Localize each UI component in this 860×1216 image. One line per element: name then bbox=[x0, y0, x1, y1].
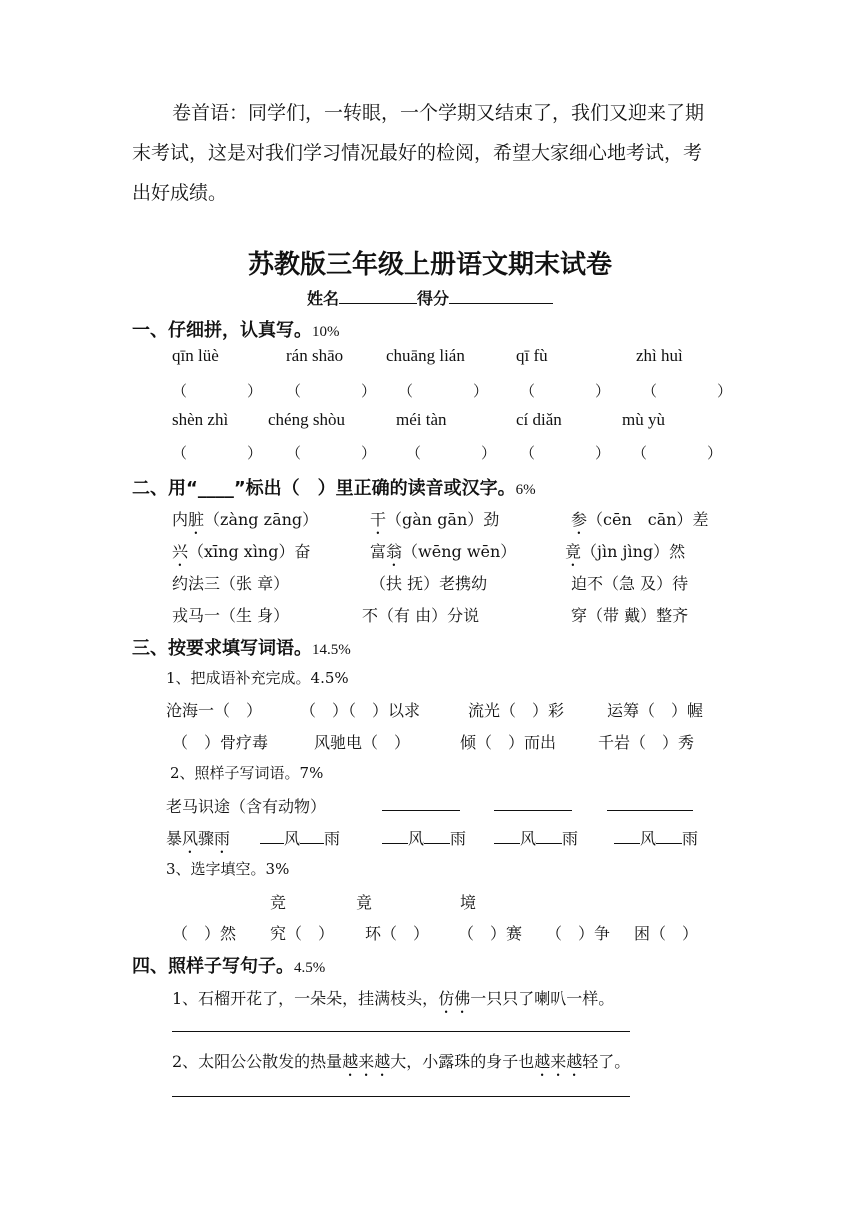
fill-blank[interactable]: 环（ ） bbox=[365, 924, 430, 943]
character-choice[interactable]: （扶 抚）老携幼 bbox=[370, 574, 488, 593]
fill-blank[interactable]: （ ）争 bbox=[546, 924, 611, 943]
section-2-title: 二、用“____”标出（ ）里正确的读音或汉字。 bbox=[132, 478, 516, 499]
pinyin-4: qī fù bbox=[516, 346, 548, 365]
pinyin-5: zhì huì bbox=[636, 346, 683, 365]
character-choice[interactable]: 戎马一（生 身） bbox=[172, 606, 290, 625]
answer-paren[interactable]: （ ） bbox=[406, 444, 497, 462]
intro-line-1: 卷首语：同学们，一转眼，一个学期又结束了，我们又迎来了期 bbox=[172, 102, 705, 124]
name-blank[interactable] bbox=[339, 289, 417, 304]
answer-paren[interactable]: （ ） bbox=[642, 382, 733, 400]
pinyin-10: mù yù bbox=[622, 410, 665, 429]
section-3-title: 三、按要求填写词语。 bbox=[132, 638, 312, 659]
subquestion-1: 1、把成语补充完成。4.5% bbox=[166, 669, 349, 687]
feng-yu-blank[interactable]: 风 雨 bbox=[260, 826, 340, 849]
sentence-answer-line[interactable] bbox=[172, 1096, 630, 1097]
fill-blank[interactable]: （ ）赛 bbox=[458, 924, 523, 943]
fill-blank[interactable]: 究（ ） bbox=[270, 924, 335, 943]
section-3-heading bbox=[132, 634, 351, 660]
pronunciation-choice[interactable]: 竟（jìn jìng）然 bbox=[565, 542, 686, 561]
character-choice[interactable]: 迫不（急 及）待 bbox=[571, 574, 689, 593]
score-label: 得分 bbox=[417, 289, 450, 308]
word-answer-line[interactable] bbox=[382, 796, 460, 811]
character-choice[interactable]: 不（有 由）分说 bbox=[362, 606, 480, 625]
intro-line-2: 末考试，这是对我们学习情况最好的检阅，希望大家细心地考试，考 bbox=[132, 142, 703, 164]
score-blank[interactable] bbox=[449, 289, 553, 304]
fill-blank[interactable]: 困（ ） bbox=[634, 924, 699, 943]
pronunciation-choice[interactable]: 干（gàn gān）劲 bbox=[370, 510, 500, 529]
pronunciation-choice[interactable]: 富翁（wēng wēn） bbox=[370, 542, 517, 561]
idiom-blank[interactable]: 倾（ ）而出 bbox=[460, 733, 557, 752]
pinyin-2: rán shāo bbox=[286, 346, 344, 365]
feng-yu-blank[interactable]: 风 雨 bbox=[382, 826, 466, 849]
section-1-pct: 10% bbox=[312, 324, 340, 340]
page-title: 苏教版三年级上册语文期末试卷 bbox=[247, 250, 612, 280]
section-4-heading bbox=[132, 952, 325, 978]
answer-paren[interactable]: （ ） bbox=[286, 444, 377, 462]
choice-character: 境 bbox=[460, 893, 477, 912]
choice-character: 竟 bbox=[356, 893, 373, 912]
section-1-title: 一、仔细拼，认真写。 bbox=[132, 320, 312, 341]
answer-paren[interactable]: （ ） bbox=[172, 444, 263, 462]
pronunciation-choice[interactable]: 参（cēn cān）差 bbox=[571, 510, 709, 529]
answer-paren[interactable]: （ ） bbox=[520, 382, 611, 400]
subquestion-3: 3、选字填空。3% bbox=[166, 860, 290, 878]
pinyin-1: qīn lüè bbox=[172, 346, 219, 365]
sentence-example-2: 2、太阳公公散发的热量越来越大，小露珠的身子也越来越轻了。 bbox=[172, 1052, 631, 1071]
subquestion-2: 2、照样子写词语。7% bbox=[170, 764, 324, 782]
feng-yu-blank[interactable]: 风 雨 bbox=[614, 826, 698, 849]
pinyin-8: méi tàn bbox=[396, 410, 447, 429]
pinyin-7: chéng shòu bbox=[268, 410, 345, 429]
pinyin-3: chuāng lián bbox=[386, 346, 465, 365]
idiom-blank[interactable]: （ ）骨疗毒 bbox=[172, 733, 269, 752]
pinyin-9: cí diǎn bbox=[516, 410, 562, 429]
answer-paren[interactable]: （ ） bbox=[398, 382, 489, 400]
idiom-blank[interactable]: 流光（ ）彩 bbox=[468, 701, 565, 720]
character-choice[interactable]: 穿（带 戴）整齐 bbox=[571, 606, 689, 625]
feng-yu-blank[interactable]: 风 雨 bbox=[494, 826, 578, 849]
pronunciation-choice[interactable]: 内脏（zàng zāng） bbox=[172, 510, 319, 529]
choice-character: 竞 bbox=[270, 893, 287, 912]
word-answer-line[interactable] bbox=[494, 796, 572, 811]
name-score-row bbox=[0, 286, 860, 309]
example-word-1: 老马识途（含有动物） bbox=[166, 797, 327, 816]
idiom-blank[interactable]: 运筹（ ）幄 bbox=[607, 701, 704, 720]
section-3-pct: 14.5% bbox=[312, 642, 351, 658]
pronunciation-choice[interactable]: 兴（xīng xìng）奋 bbox=[172, 542, 311, 561]
sentence-example-1: 1、石榴开花了，一朵朵，挂满枝头，仿佛一只只了喇叭一样。 bbox=[172, 989, 615, 1008]
section-2-pct: 6% bbox=[515, 482, 536, 498]
intro-line-3: 出好成绩。 bbox=[132, 182, 228, 204]
answer-paren[interactable]: （ ） bbox=[286, 382, 377, 400]
example-word-2: 暴风骤雨 bbox=[166, 829, 231, 848]
section-2-heading bbox=[132, 474, 536, 500]
answer-paren[interactable]: （ ） bbox=[632, 444, 723, 462]
idiom-blank[interactable]: （ ）（ ）以求 bbox=[300, 701, 421, 720]
pinyin-6: shèn zhì bbox=[172, 410, 229, 429]
intro-paragraph bbox=[132, 93, 732, 213]
idiom-blank[interactable]: 沧海一（ ） bbox=[166, 701, 263, 720]
name-label: 姓名 bbox=[306, 289, 339, 308]
idiom-blank[interactable]: 千岩（ ）秀 bbox=[598, 733, 695, 752]
character-choice[interactable]: 约法三（张 章） bbox=[172, 574, 290, 593]
answer-paren[interactable]: （ ） bbox=[172, 382, 263, 400]
section-4-title: 四、照样子写句子。 bbox=[132, 956, 294, 977]
answer-paren[interactable]: （ ） bbox=[520, 444, 611, 462]
word-answer-line[interactable] bbox=[607, 796, 693, 811]
fill-blank[interactable]: （ ）然 bbox=[172, 924, 237, 943]
section-1-heading bbox=[132, 316, 340, 342]
idiom-blank[interactable]: 风驰电（ ） bbox=[314, 733, 411, 752]
sentence-answer-line[interactable] bbox=[172, 1031, 630, 1032]
section-4-pct: 4.5% bbox=[294, 960, 326, 976]
